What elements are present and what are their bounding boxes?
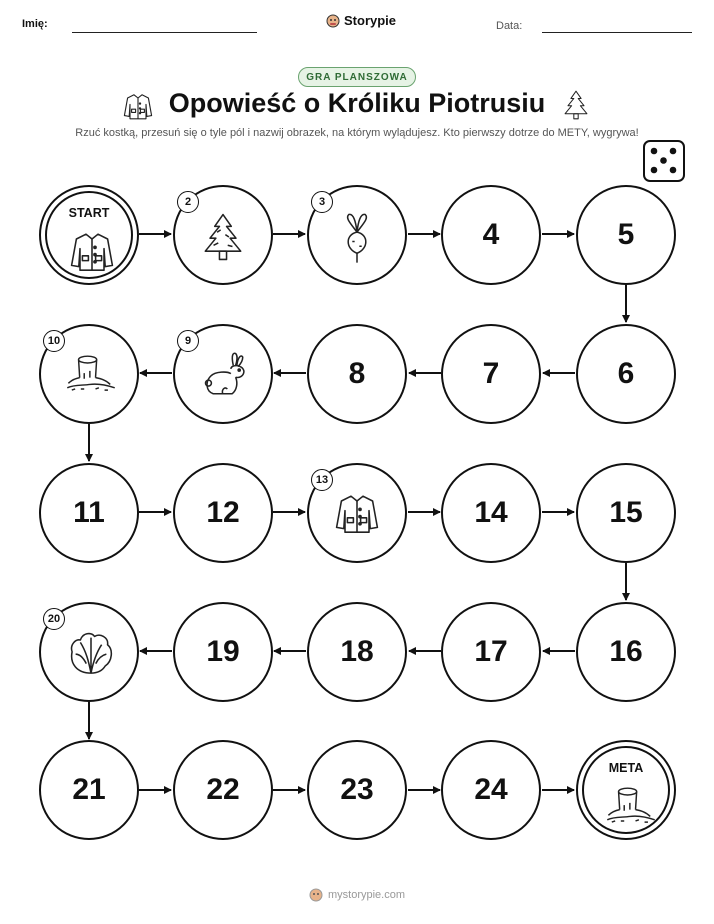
stump-icon [65,350,117,399]
board-space-11 [39,463,139,563]
board-space-1 [39,185,139,285]
board-space-23 [307,740,407,840]
space-number-tag: 2 [177,191,199,213]
space-label: START [68,206,110,220]
board-space-14 [441,463,541,563]
board-space-18 [307,602,407,702]
rabbit-icon [199,350,251,407]
board-space-5 [576,185,676,285]
footer [0,888,714,902]
radish-icon [333,211,381,270]
space-number: 5 [617,218,635,251]
space-number-tag: 3 [311,191,333,213]
board-space-8 [307,324,407,424]
board-space-21 [39,740,139,840]
brand-name: Storypie [344,13,397,28]
board-space-6 [576,324,676,424]
page-title: Opowieść o Króliku Piotrusiu [168,88,546,118]
space-label: META [608,761,644,775]
space-number-tag: 20 [43,608,65,630]
name-label: Imię: [22,18,48,30]
board-space-15 [576,463,676,563]
date-label: Data: [496,20,523,32]
space-number: 11 [73,496,105,529]
board-space-7 [441,324,541,424]
space-number: 22 [206,773,240,806]
board-space-25 [576,740,676,840]
jacket-icon [68,227,116,280]
space-number: 16 [609,635,643,668]
stump-icon [605,782,657,831]
mascot-icon [309,888,323,902]
category-badge: GRA PLANSZOWA [298,67,416,87]
board-space-17 [441,602,541,702]
space-number-tag: 10 [43,330,65,352]
space-number-tag: 13 [311,469,333,491]
board-space-22 [173,740,273,840]
space-number: 12 [206,496,240,529]
space-number: 4 [482,218,500,251]
space-number: 23 [340,773,374,806]
lettuce-icon [65,628,117,683]
space-number: 7 [482,357,500,390]
space-number: 17 [474,635,508,668]
board-space-4 [441,185,541,285]
space-number: 15 [609,496,643,529]
space-number: 8 [348,357,366,390]
space-number: 6 [617,357,635,390]
tree-icon [199,211,247,268]
space-number: 14 [474,496,508,529]
board-space-24 [441,740,541,840]
space-number: 21 [72,773,106,806]
instructions-text: Rzuć kostką, przesuń się o tyle pól i nazwij obrazek, na którym wylądujesz. Kto pierwszy dotrze do METY, wygrywa! [75,127,639,139]
board-space-19 [173,602,273,702]
space-number: 24 [474,773,508,806]
space-number: 19 [206,635,240,668]
jacket-icon [333,489,381,542]
board-space-16 [576,602,676,702]
space-number-tag: 9 [177,330,199,352]
board-space-12 [173,463,273,563]
space-number: 18 [340,635,374,668]
footer-url: mystorypie.com [327,889,406,901]
